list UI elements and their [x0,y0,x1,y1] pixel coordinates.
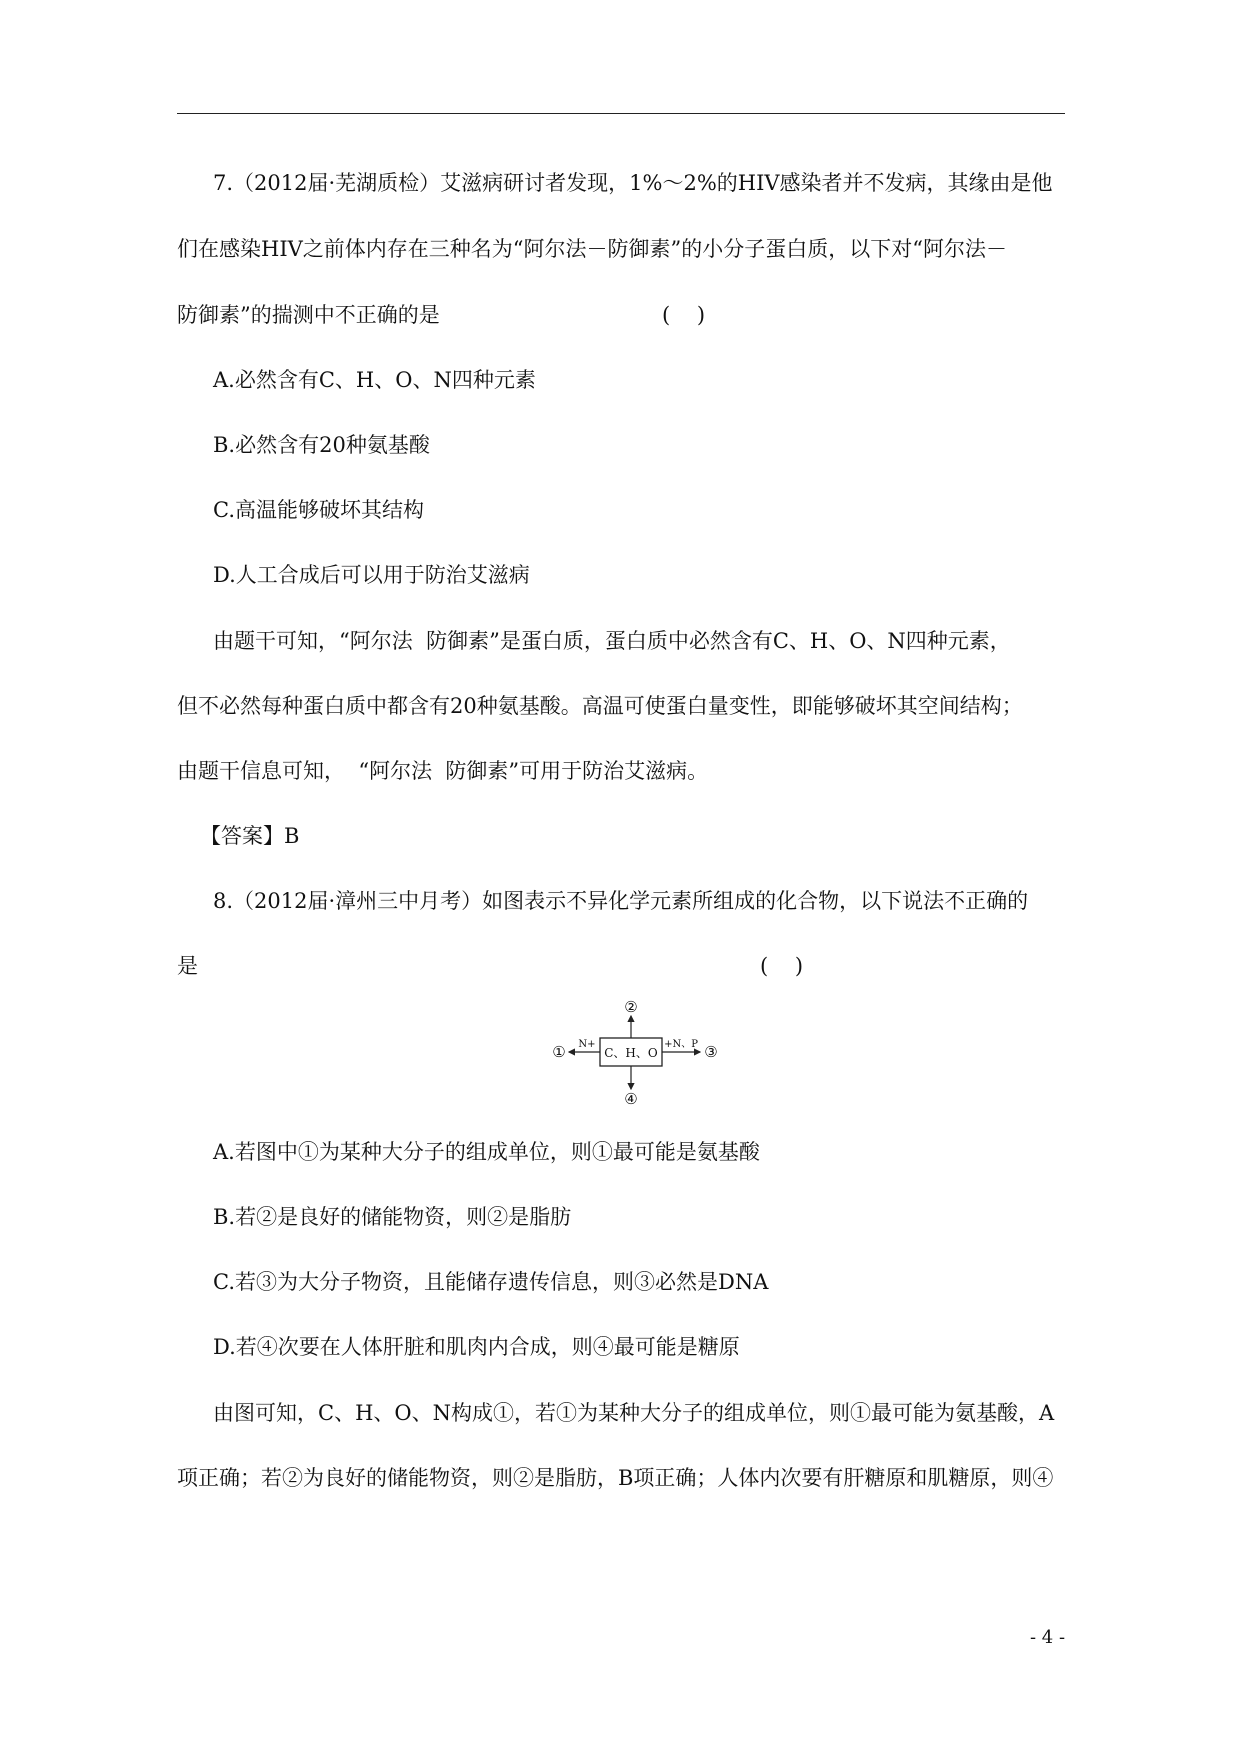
q7-explanation-line-1: 由题干可知，“阿尔法 防御素”是蛋白质，蛋白质中必然含有C、H、O、N四种元素， [213,629,1011,653]
node-1: ① [552,1043,566,1061]
left-arrow-label: N+ [578,1039,596,1050]
element-compound-diagram [545,996,735,1118]
q7-answer: 【答案】B [200,824,300,848]
q8-explanation-line-1: 由图可知，C、H、O、N构成①，若①为某种大分子的组成单位，则①最可能为氨基酸，A [213,1401,1055,1425]
q7-option-d: D.人工合成后可以用于防治艾滋病 [213,563,530,587]
q7-text-line-3: 防御素”的揣测中不正确的是 [177,303,440,327]
q8-option-a: A.若图中①为某种大分子的组成单位，则①最可能是氨基酸 [213,1140,760,1164]
q8-answer-paren: ( ) [760,954,804,978]
q8-option-b: B.若②是良好的储能物资，则②是脂肪 [213,1205,572,1229]
q8-text-line-2: 是 [177,954,198,978]
q7-option-c: C.高温能够破坏其结构 [213,498,424,522]
node-3: ③ [704,1043,718,1061]
node-2: ② [624,998,638,1016]
q7-answer-paren: ( ) [662,303,706,327]
node-4: ④ [624,1090,638,1108]
right-arrow-label: +N、P [664,1039,698,1050]
q7-text-line-1: 7.（2012届·芜湖质检）艾滋病研讨者发现，1%～2%的HIV感染者并不发病，其缘由是他 [213,171,1053,195]
q8-option-d: D.若④次要在人体肝脏和肌肉内合成，则④最可能是糖原 [213,1335,740,1359]
q7-explanation-line-2: 但不必然每种蛋白质中都含有20种氨基酸。高温可使蛋白量变性，即能够破坏其空间结构； [177,694,1023,718]
q8-explanation-line-2: 项正确；若②为良好的储能物资，则②是脂肪，B项正确；人体内次要有肝糖原和肌糖原，则④ [177,1466,1054,1490]
q8-option-c: C.若③为大分子物资，且能储存遗传信息，则③必然是DNA [213,1270,769,1294]
q8-text-line-1: 8.（2012届·漳州三中月考）如图表示不异化学元素所组成的化合物，以下说法不正确的 [213,889,1029,913]
page-number: - 4 - [1030,1627,1066,1648]
q7-explanation-line-3: 由题干信息可知， “阿尔法 防御素”可用于防治艾滋病。 [177,759,709,783]
center-label: C、H、O [604,1046,658,1060]
header-rule [177,113,1065,114]
q7-text-line-2: 们在感染HIV之前体内存在三种名为“阿尔法－防御素”的小分子蛋白质，以下对“阿尔法－ [177,237,1007,261]
q7-option-a: A.必然含有C、H、O、N四种元素 [213,368,536,392]
q7-option-b: B.必然含有20种氨基酸 [213,433,430,457]
